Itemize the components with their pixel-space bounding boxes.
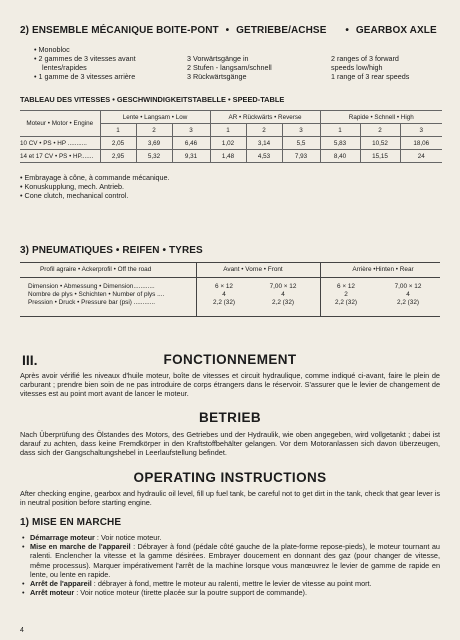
table-row: 14 et 17 CV • PS • HP....... 2,95 5,32 9,31 1,48 4,53 7,93 8,40 15,15 24 bbox=[20, 150, 442, 163]
profile-header: Profil agraire • Ackerprofil • Off the road bbox=[40, 266, 152, 273]
list-item: • Démarrage moteur : Voir notice moteur. bbox=[22, 533, 162, 542]
title-betrieb: BETRIEB bbox=[198, 410, 262, 425]
gear-row: 1 2 3 1 2 3 1 2 3 bbox=[20, 124, 442, 137]
group-low: Lente • Langsam • Low bbox=[100, 111, 210, 124]
title-fonctionnement: FONCTIONNEMENT bbox=[163, 352, 297, 367]
tyre-row-labels: Dimension • Abmessung • Dimension............ Nombre de plys • Schichten • Number of plys .... Pression • Druck • Pressure bar (psi) ............ bbox=[28, 283, 165, 306]
front-col-a: 6 × 12 4 2,2 (32) bbox=[212, 283, 236, 306]
section2-heading-fr: 2) ENSEMBLE MÉCANIQUE BOITE-PONT bbox=[20, 25, 219, 36]
section2-heading-de: GETRIEBE/ACHSE bbox=[236, 25, 327, 36]
mise-en-marche-heading: 1) MISE EN MARCHE bbox=[20, 517, 122, 528]
section2-heading-en: GEARBOX AXLE bbox=[355, 25, 437, 36]
fr-list: • Monobloc • 2 gammes de 3 vitesses avant lentes/rapides • 1 gamme de 3 vitesses arrière bbox=[34, 45, 136, 81]
section-numeral: III. bbox=[22, 352, 38, 368]
group-high: Rapide • Schnell • High bbox=[320, 111, 442, 124]
clutch-list: • Embrayage à cône, à commande mécanique. • Konuskupplung, mech. Antrieb. • Cone clutch, mechanical control. bbox=[20, 173, 170, 200]
table-row: 10 CV • PS • HP ........... 2,05 3,69 6,46 1,02 3,14 5,5 5,83 10,52 18,06 bbox=[20, 137, 442, 150]
en-list: 2 ranges of 3 forward speeds low/high 1 range of 3 rear speeds bbox=[331, 54, 410, 81]
mise-en-marche-list bbox=[22, 533, 440, 597]
list-item: • Arrêt moteur : Voir notice moteur (tirette placée sur la poutre support de commande). bbox=[22, 588, 308, 598]
list-item: • Arrêt de l'appareil : débrayer à fond, mettre le moteur au ralenti, mettre le levier de vitesse au point mort. bbox=[22, 579, 372, 589]
front-header: Avant • Vorne • Front bbox=[223, 266, 283, 273]
rear-col-b: 7,00 × 12 4 2,2 (32) bbox=[394, 283, 422, 306]
page-number: 4 bbox=[20, 627, 24, 634]
group-reverse: AR • Rückwärts • Reverse bbox=[210, 111, 320, 124]
speed-table bbox=[20, 110, 442, 163]
title-operating: OPERATING INSTRUCTIONS bbox=[133, 470, 327, 485]
para-en: After checking engine, gearbox and hydraulic oil level, fill up fuel tank, be careful not to get dirt in the tank, check that gear lever is in neutral position before starting engine. bbox=[20, 489, 440, 508]
front-col-b: 7,00 × 12 4 2,2 (32) bbox=[269, 283, 297, 306]
section2-heading: 2) ENSEMBLE MÉCANIQUE BOITE-PONT • GETRIEBE/ACHSE • GEARBOX AXLE bbox=[20, 25, 437, 36]
list-item: • Mise en marche de l'appareil : Débrayer à fond (pédale côté gauche de la plate-forme repose-pieds), le moteur tournant au ralenti. Enclencher la vitesse et la gamme désirées. Embrayer doucement en donnant des gaz (pour changer de vitesse, même processus). Marquer impérativement l'arrêt de la machine lorsque vous manœuvrez le levier de gamme de rapide en lente, ou lente en rapide. bbox=[22, 542, 440, 579]
speed-table-title: TABLEAU DES VITESSES • GESCHWINDIGKEITSTABELLE • SPEED-TABLE bbox=[20, 95, 285, 104]
para-de: Nach Überprüfung des Ölstandes des Motors, des Getriebes und der Hydraulik, wie oben angegeben, wird vollgetankt ; dabei ist darauf zu achten, dass keine Fremdkörper in den Kraftstoffbehälter gelangen. Vor dem Motoranlassen sich davon überzeugen, dass sich der Gangschaltungshebel in Leerlaufstellung befindet. bbox=[20, 430, 440, 458]
rear-header: Arrière •Hinten • Rear bbox=[352, 266, 414, 273]
de-list: 3 Vorwärtsgänge in 2 Stufen - langsam/schnell 3 Rückwärtsgänge bbox=[187, 54, 272, 81]
para-fr: Après avoir vérifié les niveaux d'huile moteur, boîte de vitesses et circuit hydraulique, comme indiqué ci-avant, faire le plein de carburant ; prendre bien soin de ne pas introduire de corps étrangers dans le réservoir. S'assurer que le levier de changement de vitesses est au point mort avant de lancer le moteur. bbox=[20, 371, 440, 399]
section3-heading: 3) PNEUMATIQUES • REIFEN • TYRES bbox=[20, 245, 203, 256]
table-header-engine: Moteur • Motor • Engine bbox=[20, 111, 100, 137]
rear-col-a: 6 × 12 2 2,2 (32) bbox=[334, 283, 358, 306]
